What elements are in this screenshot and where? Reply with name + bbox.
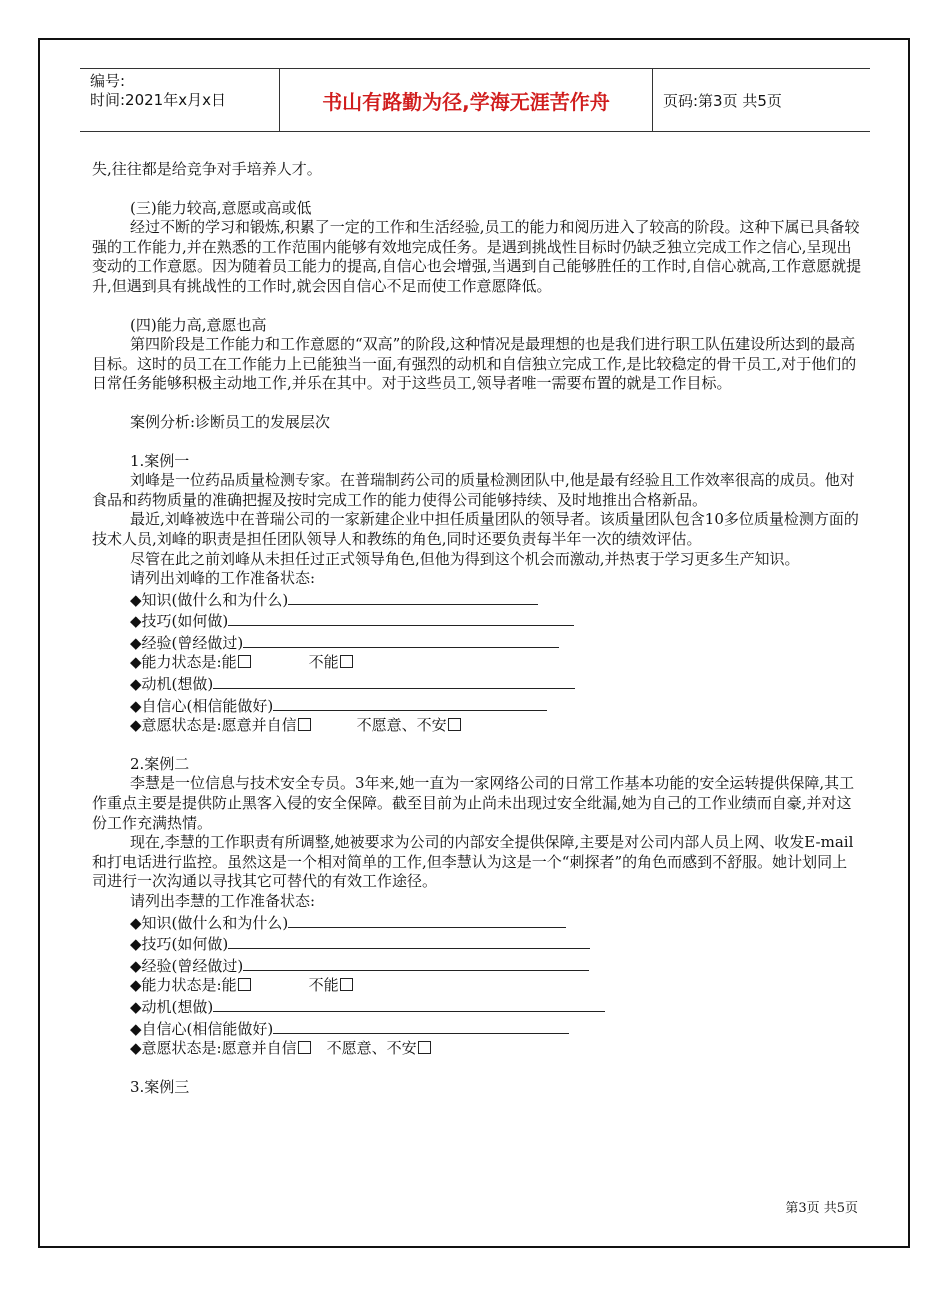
analysis-heading: 案例分析:诊断员工的发展层次	[130, 412, 331, 431]
answer-blank[interactable]	[273, 695, 547, 711]
page-header	[80, 68, 870, 132]
checkbox[interactable]	[298, 1041, 311, 1054]
answer-blank[interactable]	[288, 912, 566, 928]
case-prompt: 请列出刘峰的工作准备状态:	[130, 569, 316, 588]
paragraph: 经过不断的学习和锻炼,积累了一定的工作和生活经验,员工的能力和阅历进入了较高的阶段。这种下属已具备较强的工作能力,并在熟悉的工作范围内能够有效地完成任务。是遇到挑战性目标时仍缺乏独立完成工作之信心,呈现出变动的工作意愿。因为随着员工能力的提高,自信心也会增强,当遇到自己能够胜任的工作时,自信心就高,工作意愿就提升,但遇到具有挑战性的工作时,就会因自信心不足而使工作意愿降低。	[92, 218, 862, 295]
ability-field: ◆能力状态是:能 不能	[92, 653, 862, 673]
case-prompt: 请列出李慧的工作准备状态:	[130, 892, 316, 910]
skill-field: ◆技巧(如何做)	[92, 933, 862, 955]
answer-blank[interactable]	[243, 955, 589, 971]
date-label: 时间:2021年x月x日	[90, 91, 226, 109]
paragraph: 尽管在此之前刘峰从未担任过正式领导角色,但他为得到这个机会而激动,并热衷于学习更多生产知识。	[130, 549, 800, 568]
checkbox[interactable]	[340, 978, 353, 991]
case1-checklist	[92, 589, 862, 736]
header-motto: 书山有路勤为径,学海无涯苦作舟	[280, 69, 653, 131]
experience-field: ◆经验(曾经做过)	[92, 955, 862, 977]
paragraph: 现在,李慧的工作职责有所调整,她被要求为公司的内部安全提供保障,主要是对公司内部人员上网、收发E-mail和打电话进行监控。虽然这是一个相对简单的工作,但李慧认为这是一个“刺探者”的角色而感到不舒服。她计划同上司进行一次沟通以寻找其它可替代的有效工作途径。	[92, 833, 854, 891]
motivation-field: ◆动机(想做)	[92, 996, 862, 1018]
paragraph: 李慧是一位信息与技术安全专员。3年来,她一直为一家网络公司的日常工作基本功能的安全运转提供保障,其工作重点主要是提供防止黑客入侵的安全保障。截至目前为止尚未出现过安全纰漏,她为自己的工作业绩而自豪,并对这份工作充满热情。	[92, 774, 855, 832]
checkbox[interactable]	[448, 718, 461, 731]
confidence-field: ◆自信心(相信能做好)	[92, 1018, 862, 1040]
document-body	[92, 160, 862, 1097]
case2-checklist	[92, 912, 862, 1059]
answer-blank[interactable]	[213, 673, 575, 689]
header-meta	[80, 69, 280, 131]
answer-blank[interactable]	[228, 933, 590, 949]
checkbox[interactable]	[418, 1041, 431, 1054]
knowledge-field: ◆知识(做什么和为什么)	[92, 912, 862, 934]
answer-blank[interactable]	[288, 589, 538, 605]
willingness-field: ◆意愿状态是:愿意并自信 不愿意、不安	[92, 1039, 862, 1059]
number-label: 编号:	[90, 72, 126, 90]
motivation-field: ◆动机(想做)	[92, 673, 862, 695]
checkbox[interactable]	[238, 978, 251, 991]
case-heading: 2.案例二	[130, 754, 190, 773]
answer-blank[interactable]	[273, 1018, 569, 1034]
confidence-field: ◆自信心(相信能做好)	[92, 695, 862, 717]
paragraph: 刘峰是一位药品质量检测专家。在普瑞制药公司的质量检测团队中,他是最有经验且工作效率很高的成员。他对食品和药物质量的准确把握及按时完成工作的能力使得公司能够持续、及时地推出合格新品。	[92, 471, 855, 509]
checkbox[interactable]	[298, 718, 311, 731]
experience-field: ◆经验(曾经做过)	[92, 632, 862, 654]
paragraph: 第四阶段是工作能力和工作意愿的“双高”的阶段,这种情况是最理想的也是我们进行职工队伍建设所达到的最高目标。这时的员工在工作能力上已能独当一面,有强烈的动机和自信独立完成工作,是比较稳定的骨干员工,对于他们的日常任务能够积极主动地工作,并乐在其中。对于这些员工,领导者唯一需要布置的就是工作目标。	[92, 335, 857, 393]
checkbox[interactable]	[238, 655, 251, 668]
case-heading: 1.案例一	[130, 451, 190, 470]
answer-blank[interactable]	[243, 632, 559, 648]
case-heading: 3.案例三	[130, 1077, 190, 1096]
header-page-number: 页码:第3页 共5页	[663, 91, 782, 110]
checkbox[interactable]	[340, 655, 353, 668]
footer-page-number: 第3页 共5页	[785, 1201, 858, 1216]
section-heading: (四)能力高,意愿也高	[130, 315, 267, 334]
paragraph: 最近,刘峰被选中在普瑞公司的一家新建企业中担任质量团队的领导者。该质量团队包含10多位质量检测方面的技术人员,刘峰的职责是担任团队领导人和教练的角色,同时还要负责每半年一次的绩效评估。	[92, 510, 859, 548]
answer-blank[interactable]	[213, 996, 605, 1012]
ability-field: ◆能力状态是:能 不能	[92, 976, 862, 996]
answer-blank[interactable]	[228, 610, 574, 626]
skill-field: ◆技巧(如何做)	[92, 610, 862, 632]
section-heading: (三)能力较高,意愿或高或低	[130, 198, 312, 217]
knowledge-field: ◆知识(做什么和为什么)	[92, 589, 862, 611]
willingness-field: ◆意愿状态是:愿意并自信 不愿意、不安	[92, 716, 862, 736]
paragraph: 失,往往都是给竞争对手培养人才。	[92, 160, 322, 178]
